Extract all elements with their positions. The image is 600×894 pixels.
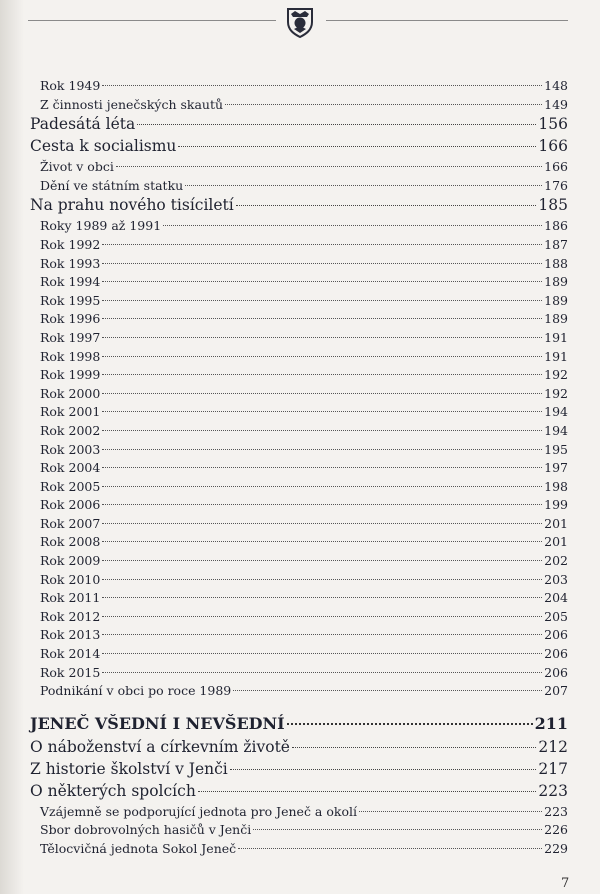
page-gutter-shadow	[0, 0, 24, 894]
dot-leader	[102, 579, 542, 580]
coat-of-arms-icon	[285, 6, 315, 38]
dot-leader	[359, 811, 542, 812]
dot-leader	[102, 356, 542, 357]
toc-entry-title: Rok 2009	[40, 553, 101, 569]
toc-entry	[30, 782, 568, 804]
toc-entry	[30, 274, 568, 293]
dot-leader	[225, 104, 542, 105]
toc-entry-title: Rok 1998	[40, 348, 101, 364]
toc-entry-title: Rok 2001	[40, 404, 101, 420]
toc-entry-title: Rok 2010	[40, 571, 101, 587]
dot-leader	[102, 374, 542, 375]
toc-entry	[30, 367, 568, 386]
toc-entry-page: 176	[544, 177, 568, 193]
toc-entry-page: 156	[538, 115, 568, 134]
toc-entry-title: Rok 1995	[40, 292, 101, 308]
toc-entry-title: Rok 1999	[40, 367, 101, 383]
toc-entry-title: Rok 2006	[40, 497, 101, 513]
toc-entry-page: 206	[544, 646, 568, 662]
toc-entry	[30, 237, 568, 256]
toc-entry-title: Rok 2007	[40, 515, 101, 531]
dot-leader	[287, 723, 533, 725]
toc-entry	[30, 516, 568, 535]
toc-entry-page: 192	[544, 367, 568, 383]
dot-leader	[178, 146, 536, 147]
toc-entry-page: 189	[544, 311, 568, 327]
toc-entry	[30, 159, 568, 178]
toc-entry	[30, 738, 568, 760]
dot-leader	[102, 634, 542, 635]
toc-entry-title: Z činnosti jenečských skautů	[40, 96, 224, 112]
toc-entry-title: Dění ve státním statku	[40, 177, 184, 193]
toc-entry	[30, 311, 568, 330]
toc-entry-title: Život v obci	[40, 159, 114, 175]
toc-entry-page: 166	[538, 137, 568, 156]
dot-leader	[292, 747, 536, 748]
toc-entry-page: 217	[538, 759, 568, 778]
table-of-contents	[30, 78, 568, 860]
toc-entry-page: 205	[544, 608, 568, 624]
dot-leader	[102, 393, 542, 394]
toc-entry	[30, 78, 568, 97]
header-rule-right	[326, 20, 568, 21]
dot-leader	[102, 337, 542, 338]
toc-entry-page: 211	[534, 713, 568, 733]
toc-entry-page: 191	[544, 329, 568, 345]
page-number: 7	[561, 876, 570, 891]
toc-entry-page: 148	[544, 78, 568, 93]
toc-entry-page: 203	[544, 571, 568, 587]
toc-entry	[30, 497, 568, 516]
dot-leader	[102, 541, 542, 542]
dot-leader	[238, 848, 542, 849]
toc-entry-title: O náboženství a církevním životě	[30, 737, 290, 756]
toc-entry-page: 187	[544, 236, 568, 252]
dot-leader	[102, 318, 542, 319]
dot-leader	[102, 300, 542, 301]
dot-leader	[102, 616, 542, 617]
toc-entry-title: Tělocvičná jednota Sokol Jeneč	[40, 841, 237, 856]
toc-entry-page: 223	[538, 781, 568, 800]
toc-entry-title: Podnikání v obci po roce 1989	[40, 683, 232, 699]
dot-leader	[102, 486, 542, 487]
dot-leader	[102, 560, 542, 561]
toc-entry-title: Rok 1997	[40, 329, 101, 345]
toc-entry-page: 186	[544, 218, 568, 234]
section-gap	[30, 702, 568, 714]
toc-entry-page: 212	[538, 737, 568, 756]
toc-entry-page: 195	[544, 441, 568, 457]
toc-entry	[30, 423, 568, 442]
toc-entry	[30, 822, 568, 841]
toc-entry-title: Rok 2015	[40, 664, 101, 680]
toc-entry-page: 207	[544, 683, 568, 699]
dot-leader	[102, 672, 542, 673]
dot-leader	[102, 244, 542, 245]
toc-entry-page: 226	[544, 822, 568, 838]
dot-leader	[185, 185, 542, 186]
dot-leader	[230, 769, 537, 770]
dot-leader	[163, 225, 542, 226]
toc-entry-page: 188	[544, 255, 568, 271]
toc-entry-page: 198	[544, 478, 568, 494]
toc-entry-page: 194	[544, 422, 568, 438]
dot-leader	[102, 449, 542, 450]
toc-entry-title: Cesta k socialismu	[30, 137, 177, 156]
dot-leader	[102, 85, 542, 86]
toc-entry-page: 206	[544, 664, 568, 680]
toc-entry-title: Rok 2000	[40, 385, 101, 401]
toc-entry-title: Rok 2002	[40, 422, 101, 438]
dot-leader	[102, 430, 542, 431]
toc-entry-title: Sbor dobrovolných hasičů v Jenči	[40, 822, 252, 838]
header-rule-left	[28, 20, 276, 21]
toc-entry	[30, 460, 568, 479]
toc-entry-title: Rok 2005	[40, 478, 101, 494]
toc-entry	[30, 646, 568, 665]
toc-entry-title: Rok 1949	[40, 78, 101, 93]
toc-entry-page: 166	[544, 159, 568, 175]
toc-entry	[30, 293, 568, 312]
toc-entry-title: JENEČ VŠEDNÍ I NEVŠEDNÍ	[30, 713, 285, 733]
toc-entry-page: 202	[544, 553, 568, 569]
toc-entry	[30, 137, 568, 159]
dot-leader	[116, 166, 542, 167]
toc-entry-title: Rok 2014	[40, 646, 101, 662]
toc-entry	[30, 479, 568, 498]
dot-leader	[102, 504, 542, 505]
toc-entry	[30, 97, 568, 116]
toc-entry-title: Rok 2012	[40, 608, 101, 624]
toc-entry	[30, 178, 568, 197]
toc-entry-title: Rok 2004	[40, 460, 101, 476]
toc-entry-page: 201	[544, 515, 568, 531]
dot-leader	[102, 653, 542, 654]
dot-leader	[198, 791, 537, 792]
toc-entry-title: Rok 2013	[40, 627, 101, 643]
toc-entry-title: Rok 2003	[40, 441, 101, 457]
toc-entry-page: 223	[544, 803, 568, 819]
toc-entry-page: 229	[544, 841, 568, 856]
toc-entry-page: 206	[544, 627, 568, 643]
dot-leader	[253, 829, 542, 830]
toc-entry-page: 191	[544, 348, 568, 364]
toc-entry-title: Rok 2008	[40, 534, 101, 550]
toc-entry	[30, 841, 568, 860]
dot-leader	[102, 467, 542, 468]
toc-entry-page: 194	[544, 404, 568, 420]
toc-entry-page: 199	[544, 497, 568, 513]
toc-entry	[30, 760, 568, 782]
toc-entry	[30, 330, 568, 349]
toc-entry	[30, 404, 568, 423]
toc-entry-title: Rok 2011	[40, 590, 101, 606]
toc-entry	[30, 590, 568, 609]
dot-leader	[137, 124, 536, 125]
toc-entry-title: Na prahu nového tisíciletí	[30, 196, 234, 215]
toc-entry	[30, 627, 568, 646]
toc-entry-title: Roky 1989 až 1991	[40, 218, 162, 234]
toc-entry-page: 204	[544, 590, 568, 606]
toc-entry-page: 197	[544, 460, 568, 476]
toc-entry-title: O některých spolcích	[30, 781, 196, 800]
dot-leader	[102, 263, 542, 264]
dot-leader	[102, 411, 542, 412]
toc-entry-page: 201	[544, 534, 568, 550]
toc-entry	[30, 665, 568, 684]
toc-entry-page: 189	[544, 274, 568, 290]
toc-entry	[30, 115, 568, 137]
toc-entry	[30, 609, 568, 628]
toc-entry	[30, 349, 568, 368]
toc-entry-title: Rok 1996	[40, 311, 101, 327]
toc-entry	[30, 804, 568, 823]
dot-leader	[102, 597, 542, 598]
toc-entry-title: Padesátá léta	[30, 115, 136, 134]
dot-leader	[236, 205, 537, 206]
toc-entry	[30, 714, 568, 738]
toc-entry	[30, 553, 568, 572]
dot-leader	[102, 281, 542, 282]
toc-entry	[30, 196, 568, 218]
toc-entry	[30, 534, 568, 553]
toc-entry-page: 149	[544, 96, 568, 112]
toc-entry-title: Z historie školství v Jenči	[30, 759, 228, 778]
toc-entry-page: 192	[544, 385, 568, 401]
toc-entry	[30, 256, 568, 275]
toc-entry-page: 185	[538, 196, 568, 215]
toc-entry-title: Rok 1992	[40, 236, 101, 252]
toc-entry-title: Vzájemně se podporující jednota pro Jeneč a okolí	[40, 803, 357, 819]
toc-entry	[30, 218, 568, 237]
toc-entry-title: Rok 1993	[40, 255, 101, 271]
dot-leader	[233, 690, 542, 691]
toc-entry-page: 189	[544, 292, 568, 308]
dot-leader	[102, 523, 542, 524]
toc-entry-title: Rok 1994	[40, 274, 101, 290]
toc-entry	[30, 683, 568, 702]
toc-entry	[30, 442, 568, 461]
toc-entry	[30, 572, 568, 591]
toc-entry	[30, 386, 568, 405]
